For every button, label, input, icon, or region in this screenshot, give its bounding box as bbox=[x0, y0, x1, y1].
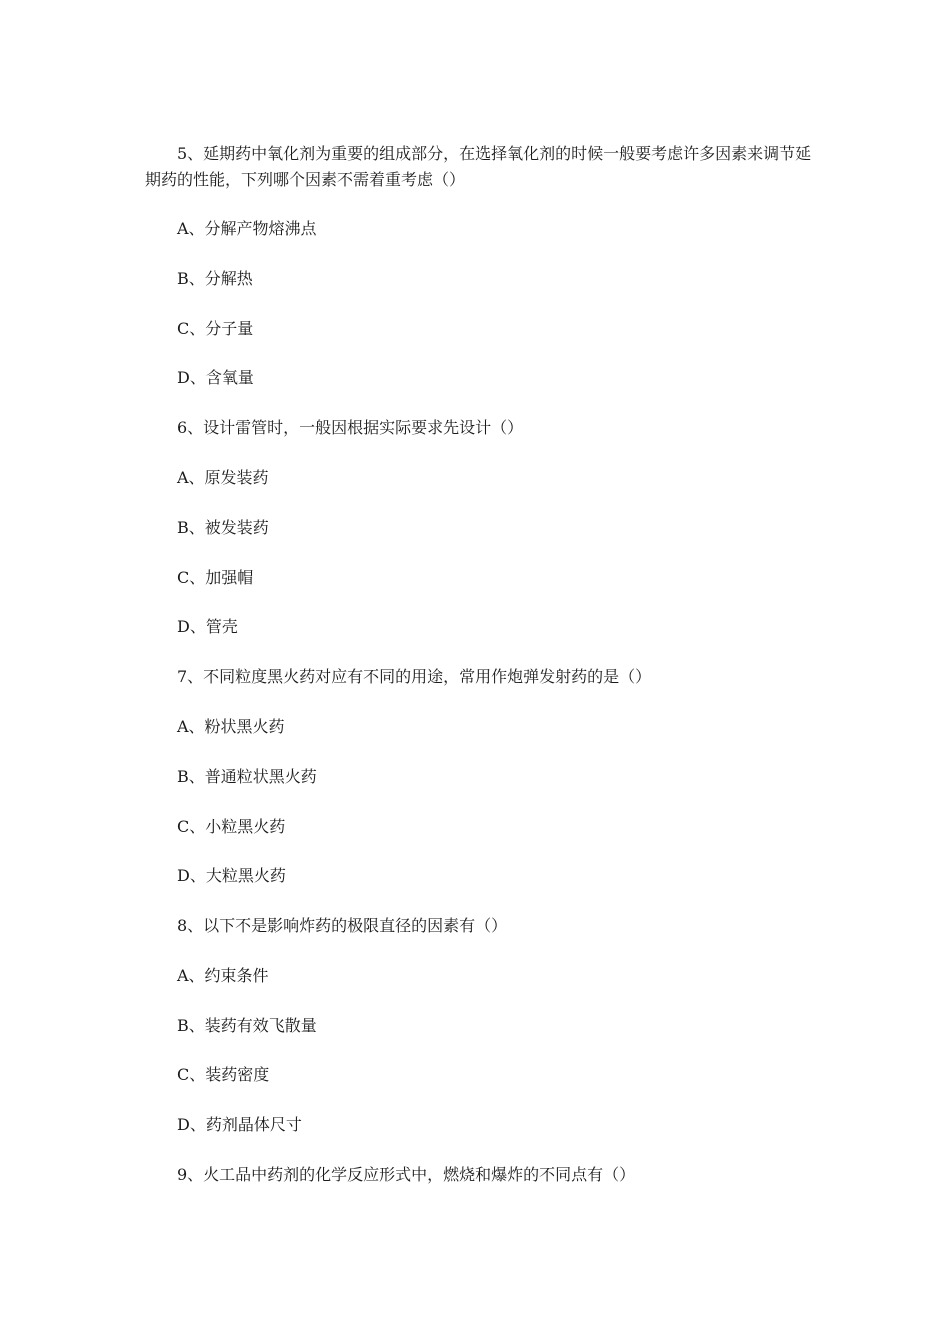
question-8-stem: 8、以下不是影响炸药的极限直径的因素有（） bbox=[177, 916, 508, 935]
question-5-option-d: D、含氧量 bbox=[177, 368, 254, 387]
question-6-option-c: C、加强帽 bbox=[177, 568, 254, 587]
question-7-option-a: A、粉状黑火药 bbox=[177, 717, 285, 736]
question-8-option-b: B、装药有效飞散量 bbox=[177, 1016, 317, 1035]
question-7-option-c: C、小粒黑火药 bbox=[177, 817, 286, 836]
question-8-option-a: A、约束条件 bbox=[177, 966, 269, 985]
question-6-option-d: D、管壳 bbox=[177, 617, 238, 636]
question-5-stem: 5、延期药中氧化剂为重要的组成部分，在选择氧化剂的时候一般要考虑许多因素来调节延期药的性能，下列哪个因素不需着重考虑（） bbox=[145, 144, 812, 189]
question-5-option-b: B、分解热 bbox=[177, 269, 253, 288]
question-8-option-d: D、药剂晶体尺寸 bbox=[177, 1115, 302, 1134]
question-6-stem: 6、设计雷管时，一般因根据实际要求先设计（） bbox=[177, 418, 524, 437]
question-6-option-a: A、原发装药 bbox=[177, 468, 269, 487]
question-9-stem: 9、火工品中药剂的化学反应形式中，燃烧和爆炸的不同点有（） bbox=[177, 1165, 636, 1184]
question-8-option-c: C、装药密度 bbox=[177, 1065, 270, 1084]
question-5-option-c: C、分子量 bbox=[177, 319, 254, 338]
question-7-option-d: D、大粒黑火药 bbox=[177, 866, 286, 885]
question-7-stem: 7、不同粒度黑火药对应有不同的用途，常用作炮弹发射药的是（） bbox=[177, 667, 652, 686]
question-7-option-b: B、普通粒状黑火药 bbox=[177, 767, 317, 786]
question-5-option-a: A、分解产物熔沸点 bbox=[177, 219, 317, 238]
question-6-option-b: B、被发装药 bbox=[177, 518, 269, 537]
